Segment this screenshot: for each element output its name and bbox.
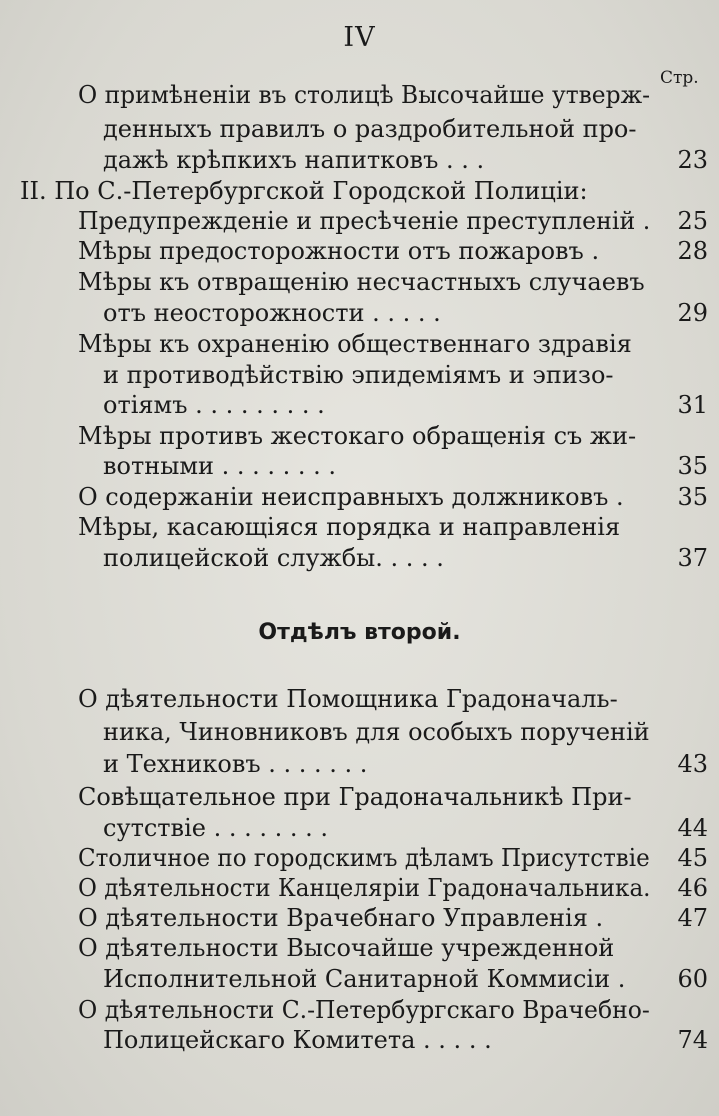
- toc-entry-line: О примѣненіи въ столицѣ Высочайше утверж-: [78, 81, 650, 109]
- toc-entry-line: О содержаніи неисправныхъ должниковъ .: [78, 483, 624, 511]
- toc-entry-line: Мѣры противъ жестокаго обращенія съ жи-: [78, 422, 637, 450]
- toc-entry-line: денныхъ правилъ о раздробительной про-: [103, 115, 637, 143]
- toc-entry-line: полицейской службы. . . . .: [103, 544, 444, 572]
- toc-entry-line: ника, Чиновниковъ для особыхъ порученій: [103, 718, 650, 746]
- toc-entry-line: Совѣщательное при Градоначальникѣ При-: [78, 783, 632, 811]
- toc-entry-line: Столичное по городскимъ дѣламъ Присутствіе: [78, 844, 650, 872]
- toc-page-ref: 25: [677, 207, 708, 235]
- toc-section-line: II. По С.-Петербургской Городской Полиціи:: [20, 177, 588, 205]
- toc-entry-line: отъ неосторожности . . . . .: [103, 299, 441, 327]
- toc-entry-line: Предупрежденіе и пресѣченіе преступленій .: [78, 207, 651, 235]
- toc-entry-line: О дѣятельности С.-Петербургскаго Врачебно-: [78, 996, 650, 1024]
- toc-entry-line: Мѣры къ отвращенію несчастныхъ случаевъ: [78, 268, 645, 296]
- toc-page-ref: 44: [677, 814, 708, 842]
- toc-entry-line: отіямъ . . . . . . . . .: [103, 391, 325, 419]
- page-column-label: Стр.: [660, 68, 699, 88]
- toc-page-ref: 28: [677, 237, 708, 265]
- toc-entry-line: Мѣры къ охраненію общественнаго здравія: [78, 330, 632, 358]
- toc-entry-line: вотными . . . . . . . .: [103, 452, 337, 480]
- toc-page-ref: 46: [677, 874, 708, 902]
- toc-page-ref: 35: [677, 483, 708, 511]
- toc-entry-line: Полицейскаго Комитета . . . . .: [103, 1026, 492, 1054]
- toc-entry-line: О дѣятельности Высочайше учрежденной: [78, 934, 615, 962]
- toc-page-ref: 31: [677, 391, 708, 419]
- toc-entry-line: О дѣятельности Канцеляріи Градоначальника.: [78, 874, 651, 902]
- section-heading: Отдѣлъ второй.: [258, 620, 461, 645]
- toc-page-ref: 45: [677, 844, 708, 872]
- toc-page-ref: 29: [677, 299, 708, 327]
- toc-entry-line: Мѣры, касающіяся порядка и направленія: [78, 513, 621, 541]
- page-number: IV: [343, 22, 376, 53]
- toc-entry-line: дажѣ крѣпкихъ напитковъ . . .: [103, 146, 485, 174]
- toc-entry-line: и Техниковъ . . . . . . .: [103, 750, 368, 778]
- toc-entry-line: О дѣятельности Помощника Градоначаль-: [78, 685, 618, 713]
- toc-entry-line: и противодѣйствію эпидеміямъ и эпизо-: [103, 361, 614, 389]
- toc-entry-line: Исполнительной Санитарной Коммисіи .: [103, 965, 626, 993]
- toc-page-ref: 60: [677, 965, 708, 993]
- toc-entry-line: О дѣятельности Врачебнаго Управленія .: [78, 904, 604, 932]
- toc-page-ref: 43: [677, 750, 708, 778]
- toc-page-ref: 37: [677, 544, 708, 572]
- toc-page-ref: 74: [677, 1026, 708, 1054]
- toc-page-ref: 23: [677, 146, 708, 174]
- toc-page-ref: 47: [677, 904, 708, 932]
- toc-page-ref: 35: [677, 452, 708, 480]
- toc-entry-line: Мѣры предосторожности отъ пожаровъ .: [78, 237, 600, 265]
- toc-entry-line: сутствіе . . . . . . . .: [103, 814, 329, 842]
